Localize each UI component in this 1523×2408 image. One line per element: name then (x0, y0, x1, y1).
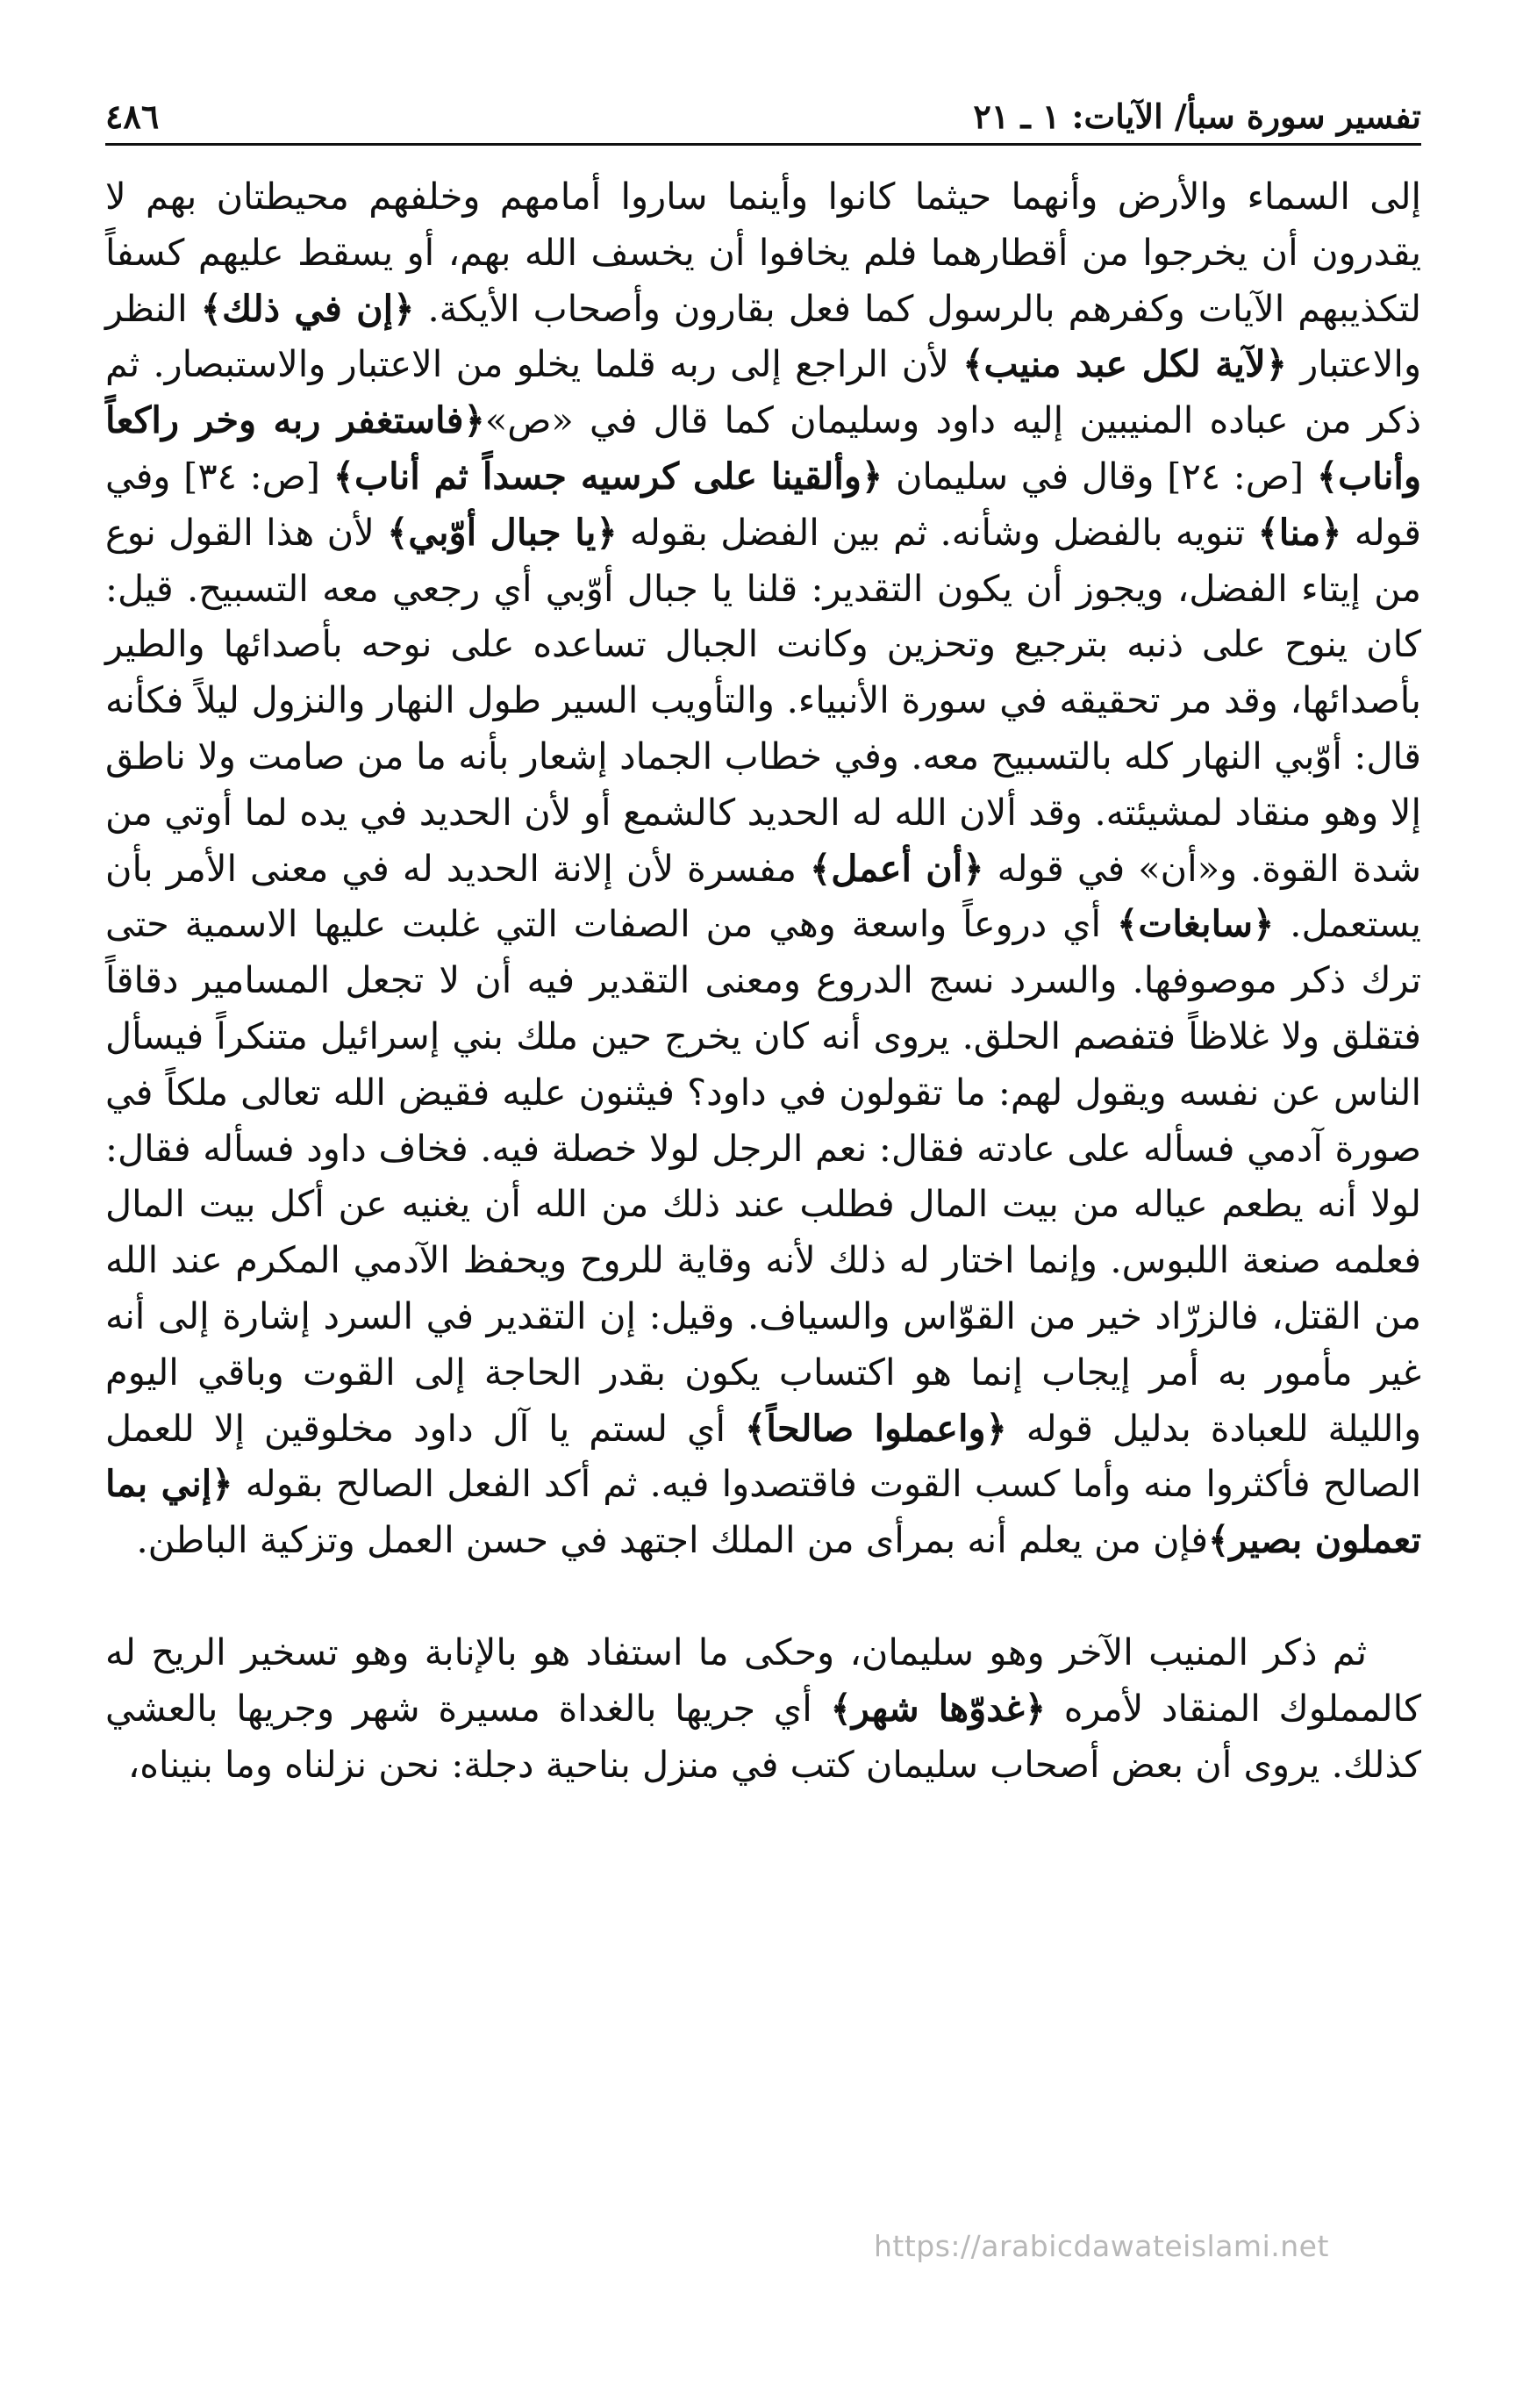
text-segment: لأن الراجع إلى ربه قلما يخلو من الاعتبار والاستبصار. ثم ذكر من عباده المنيبين إليه داود وسليمان كما قال في «ص» (105, 342, 1422, 442)
text-segment: [ص: ٣٤] وفي قوله (105, 454, 1421, 554)
quran-quote: ﴿وألقينا على كرسيه جسداً ثم أناب﴾ (332, 454, 883, 498)
book-page (105, 83, 1421, 2365)
commentary-body (105, 168, 1421, 1792)
quran-quote: ﴿أن أعمل﴾ (809, 846, 984, 890)
text-segment: فإن من يعلم أنه بمرأى من الملك اجتهد في حسن العمل وتزكية الباطن. (136, 1518, 1209, 1562)
text-segment: تنويه بالفضل وشأنه. ثم بين الفضل بقوله (630, 510, 1246, 554)
page-number: ٤٨٦ (105, 97, 160, 136)
text-segment: لأن هذا القول نوع من إيتاء الفضل، ويجوز أن يكون التقدير: قلنا يا جبال أوّبي أي رجعي معه التسبيح. قيل: كان ينوح على ذنبه بترجيع وتحزين وكانت الجبال تساعده على نوحه بأصدائها والطير بأصدائها، وقد مر تحقيقه في سورة الأنبياء. والتأويب السير طول النهار والنزول ليلاً فكأنه قال: أوّبي النهار كله بالتسبيح معه. وفي خطاب الجماد إشعار بأنه ما من صامت ولا ناطق إلا وهو منقاد لمشيئته. وقد ألان الله له الحديد كالشمع أو لأن الحديد في يده لما أوتي من شدة القوة. و«أن» في قوله (105, 510, 1421, 890)
text-segment: إلى السماء والأرض وأنهما حيثما كانوا وأينما ساروا أمامهم وخلفهم محيطتان بهم لا يقدرون أن يخرجوا من أقطارهما فلم يخافوا أن يخسف الله بهم، أو يسقط عليهم كسفاً لتكذيبهم الآيات وكفرهم بالرسول كما فعل بقارون وأصحاب الأيكة. (105, 175, 1421, 330)
quran-quote: ﴿لآية لكل عبد منيب﴾ (962, 342, 1287, 386)
quran-quote: ﴿غدوّها شهر﴾ (830, 1686, 1047, 1730)
source-watermark: https://arabicdawateislami.net (874, 2229, 1329, 2263)
quran-quote: ﴿سابغات﴾ (1117, 902, 1275, 946)
text-segment: أي لستم يا آل داود مخلوقين إلا للعمل الصالح فأكثروا منه وأما كسب القوت فاقتصدوا فيه. ثم أكد الفعل الصالح بقوله (105, 1406, 1421, 1506)
quran-quote: ﴿واعملوا صالحاً﴾ (745, 1406, 1007, 1450)
text-segment: النظر والاعتبار (105, 286, 1421, 386)
paragraph-1 (105, 168, 1421, 1568)
quran-quote: ﴿إني بما تعملون بصير﴾ (105, 1462, 1421, 1562)
paragraph-2 (105, 1624, 1421, 1792)
quran-quote: ﴿منا﴾ (1257, 510, 1342, 554)
text-segment: أي دروعاً واسعة وهي من الصفات التي غلبت عليها الاسمية حتى ترك ذكر موصوفها. والسرد نسج الدروع ومعنى التقدير فيه أن لا تجعل المسامير دقاقاً فتقلق ولا غلاظاً فتفصم الحلق. يروى أنه كان يخرج حين ملك بني إسرائيل متنكراً فيسأل الناس عن نفسه ويقول لهم: ما تقولون في داود؟ فيثنون عليه فقيض الله تعالى ملكاً في صورة آدمي فسأله على عادته فقال: نعم الرجل لولا خصلة فيه. فخاف داود فسأله فقال: لولا أنه يطعم عياله من بيت المال فطلب عند ذلك من الله أن يغنيه عن أكل بيت المال فعلمه صنعة اللبوس. وإنما اختار له ذلك لأنه وقاية للروح ويحفظ الآدمي المكرم عند الله من القتل، فالزرّاد خير من القوّاس والسياف. وقيل: إن التقدير في السرد إشارة إلى أنه غير مأمور به أمر إيجاب إنما هو اكتساب يكون بقدر الحاجة إلى القوت وباقي اليوم والليلة للعبادة بدليل قوله (105, 902, 1422, 1450)
quran-quote: ﴿يا جبال أوّبي﴾ (387, 510, 618, 554)
paragraph-gap (105, 1568, 1421, 1624)
quran-quote: ﴿فاستغفر ربه وخر راكعاً وأناب﴾ (105, 398, 1421, 498)
quran-quote: ﴿إن في ذلك﴾ (200, 286, 415, 330)
text-segment: [ص: ٢٤] وقال في سليمان (895, 454, 1305, 498)
text-segment: أي جريها بالغداة مسيرة شهر وجريها بالعشي كذلك. يروى أن بعض أصحاب سليمان كتب في منزل بناحية دجلة: نحن نزلناه وما بنيناه، (105, 1686, 1421, 1786)
running-head: تفسير سورة سبأ/ الآيات: ١ ـ ٢١ (973, 97, 1421, 136)
text-segment: مفسرة لأن إلانة الحديد له في معنى الأمر بأن يستعمل. (105, 846, 1421, 946)
text-segment: ثم ذكر المنيب الآخر وهو سليمان، وحكى ما استفاد هو بالإنابة وهو تسخير الريح له كالمملوك المنقاد لأمره (105, 1630, 1421, 1730)
page-header (105, 83, 1421, 146)
